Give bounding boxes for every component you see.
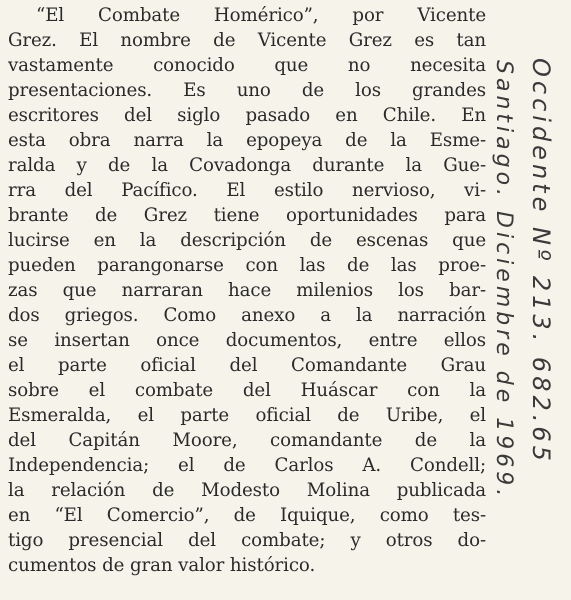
article-line: se insertan once documentos, entre ellos [8,330,486,351]
article-line: tigo presencial del combate; y otros do- [8,530,486,551]
article-line: cumentos de gran valor histórico. [8,555,316,576]
article-line: sobre el combate del Huáscar con la [8,380,486,401]
article-line: lucirse en la descripción de escenas que [8,230,486,251]
article-line: zas que narraran hace milenios los bar- [8,280,486,301]
handwritten-annotation [487,40,567,590]
article-text [8,4,486,594]
handwritten-source-number: Occidente Nº 213. 682.65 [527,58,555,465]
article-line: escritores del siglo pasado en Chile. En [8,105,486,126]
article-line: el parte oficial del Comandante Grau [8,355,486,376]
article-line: presentaciones. Es uno de los grandes [8,80,486,101]
article-line: vastamente conocido que no necesita [8,55,486,76]
article-line: ralda y de la Covadonga durante la Gue- [8,155,486,176]
article-line: la relación de Modesto Molina publicada [8,480,486,501]
article-line: Grez. El nombre de Vicente Grez es tan [8,30,486,51]
article-line: esta obra narra la epopeya de la Esme- [8,130,486,151]
article-line: brante de Grez tiene oportunidades para [8,205,486,226]
article-line: en “El Comercio”, de Iquique, como tes- [8,505,486,526]
article-line: Esmeralda, el parte oficial de Uribe, el [8,405,486,426]
handwritten-place-date: Santiago. Diciembre de 1969. [491,60,516,501]
article-line: rra del Pacífico. El estilo nervioso, vi- [8,180,486,201]
article-line: del Capitán Moore, comandante de la [8,430,486,451]
article-line: pueden parangonarse con las de las proe- [8,255,486,276]
article-line: Independencia; el de Carlos A. Condell; [8,455,486,476]
article-line: dos griegos. Como anexo a la narración [8,305,486,326]
article-line: “El Combate Homérico”, por Vicente [36,5,486,26]
